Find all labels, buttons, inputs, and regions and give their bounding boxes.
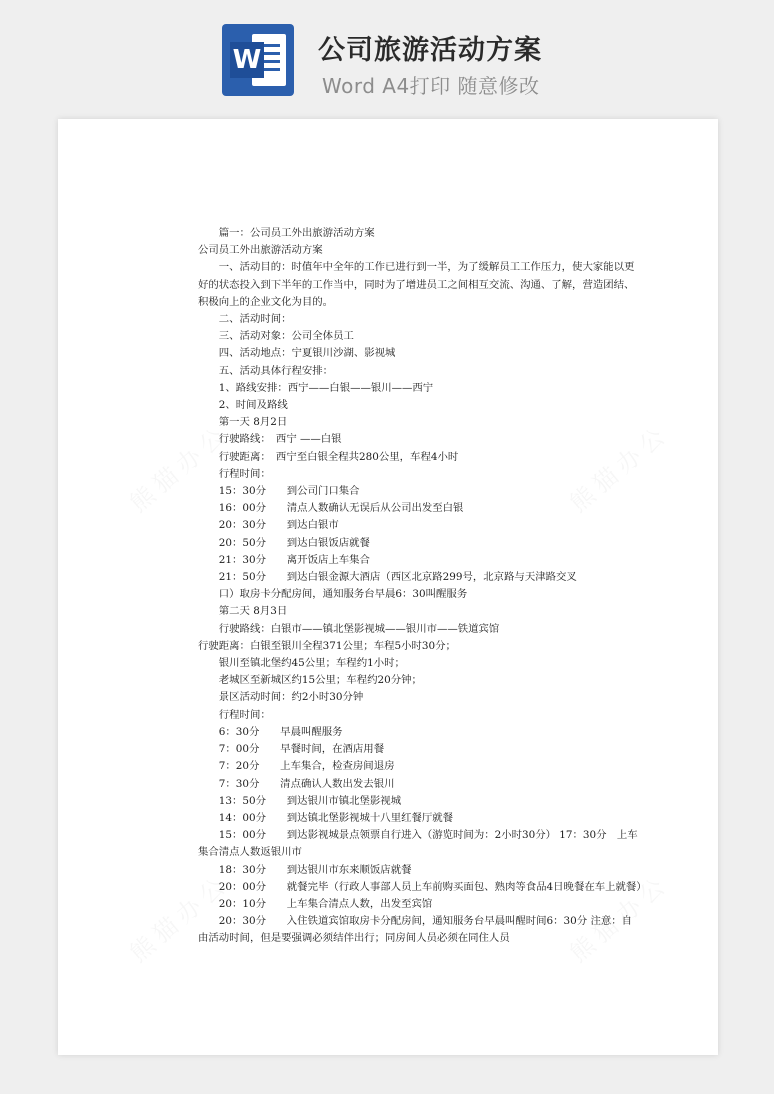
- paragraph-line: 14：00分 到达镇北堡影视城十八里红餐厅就餐: [198, 811, 454, 824]
- paragraph-line: 第一天 8月2日: [198, 416, 288, 429]
- paragraph-line: 7：30分 清点确认人数出发去银川: [198, 777, 395, 790]
- paragraph-line: 7：00分 早餐时间，在酒店用餐: [198, 743, 385, 756]
- paragraph-line: 三、活动对象：公司全体员工: [198, 330, 354, 343]
- paragraph-line: 18：30分 到达银川市东来顺饭店就餐: [198, 863, 412, 876]
- paragraph-line: 16：00分 清点人数确认无误后从公司出发至白银: [198, 502, 464, 515]
- paragraph-line: 1、路线安排：西宁——白银——银川——西宁: [198, 381, 434, 394]
- w-letter: W: [232, 45, 262, 75]
- paragraph-line: 口）取房卡分配房间，通知服务台早晨6：30叫醒服务: [198, 588, 468, 601]
- paragraph-line: 20：10分 上车集合清点人数，出发至宾馆: [198, 897, 433, 910]
- paragraph-line: 行驶距离： 西宁至白银全程共280公里，车程4小时: [198, 450, 459, 463]
- paragraph-line: 五、活动具体行程安排：: [198, 364, 334, 377]
- paragraph-line: 20：30分 入住铁道宾馆取房卡分配房间，通知服务台早晨叫醒时间6：30分 注意：自由活动时间，但是要强调必须结伴出行；同房间人员必须在同住人员: [198, 915, 633, 945]
- paragraph-line: 7：20分 上车集合，检查房间退房: [198, 760, 395, 773]
- paragraph-line: 13：50分 到达银川市镇北堡影视城: [198, 794, 402, 807]
- document-page: [58, 119, 718, 1055]
- header-banner: [0, 0, 774, 118]
- paragraph-line: 公司员工外出旅游活动方案: [198, 244, 323, 257]
- word-app-icon: [222, 24, 294, 96]
- paragraph-line: 20：00分 就餐完毕（行政人事部人员上车前购买面包、熟肉等食品4日晚餐在车上就餐）: [198, 880, 647, 893]
- page-title: 公司旅游活动方案: [318, 35, 542, 66]
- paragraph-line: 景区活动时间：约2小时30分钟: [198, 691, 364, 704]
- document-body: [198, 225, 647, 948]
- paragraph-line: 21：30分 离开饭店上车集合: [198, 553, 370, 566]
- paragraph-line: 行驶路线：白银市——镇北堡影视城——银川市——铁道宾馆: [198, 622, 500, 635]
- paragraph-line: 行驶距离：白银至银川全程371公里；车程5小时30分；: [198, 639, 456, 652]
- paragraph-line: 一、活动目的：时值年中全年的工作已进行到一半，为了缓解员工工作压力，使大家能以更好的状态投入到下半年的工作当中，同时为了增进员工之间相互交流、沟通、了解，营造团结、积极向上的企业文化为目的。: [198, 261, 635, 308]
- paragraph-line: 二、活动时间：: [198, 313, 292, 326]
- paragraph-line: 21：50分 到达白银金源大酒店（西区北京路299号，北京路与天津路交叉: [198, 571, 577, 584]
- paragraph-line: 15：30分 到公司门口集合: [198, 485, 360, 498]
- paragraph-line: 篇一：公司员工外出旅游活动方案: [198, 227, 375, 239]
- paragraph-line: 行驶路线： 西宁 ——白银: [198, 433, 342, 446]
- paragraph-line: 行程时间：: [198, 467, 271, 480]
- paragraph-line: 行程时间：: [198, 708, 271, 721]
- paragraph-line: 20：50分 到达白银饭店就餐: [198, 536, 370, 549]
- paragraph-line: 2、时间及路线: [198, 399, 288, 412]
- paragraph-line: 20：30分 到达白银市: [198, 519, 339, 532]
- paragraph-line: 银川至镇北堡约45公里；车程约1小时；: [198, 657, 405, 670]
- paragraph-line: 四、活动地点：宁夏银川沙湖、影视城: [198, 347, 396, 360]
- page-subtitle: Word A4打印 随意修改: [322, 74, 540, 98]
- paragraph-line: 15：00分 到达影视城景点领票自行进入（游览时间为：2小时30分） 17：30分 上车集合清点人数返银川市: [198, 829, 638, 859]
- paragraph-line: 老城区至新城区约15公里；车程约20分钟；: [198, 674, 422, 687]
- paragraph-line: 第二天 8月3日: [198, 605, 288, 618]
- paragraph-line: 6：30分 早晨叫醒服务: [198, 725, 343, 738]
